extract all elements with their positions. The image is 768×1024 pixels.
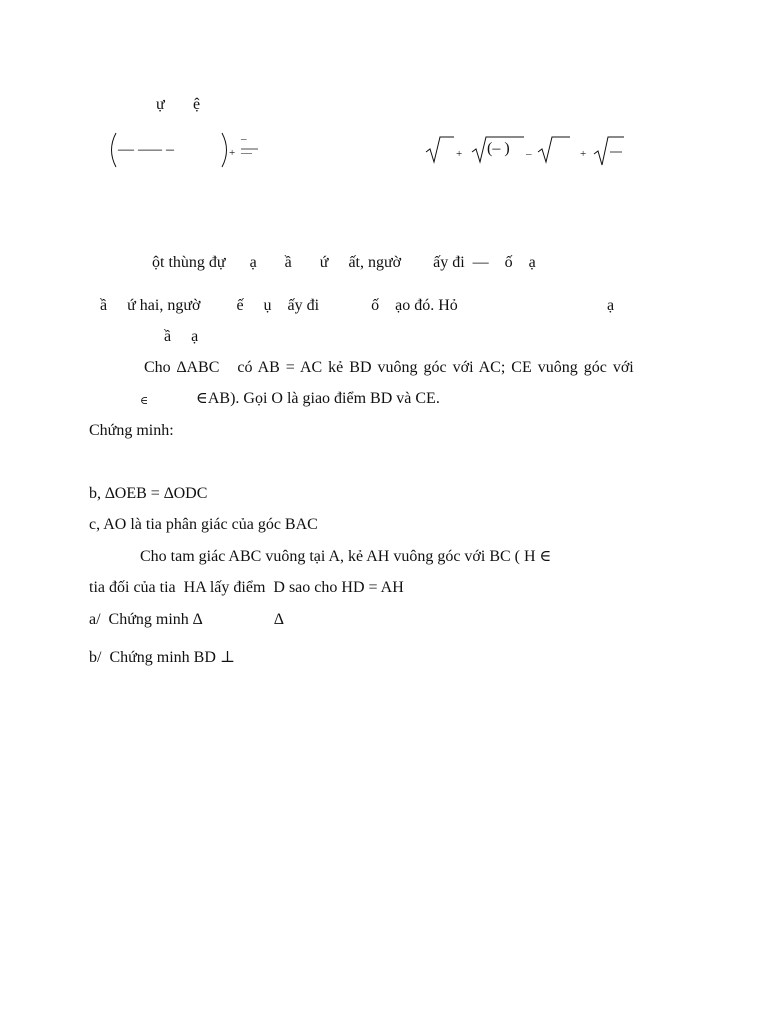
barrel-line-1: ột thùng đự ạ ầ ứ ất, ngườ ấy đi –– ố ạ <box>152 254 536 271</box>
header-fragment-1: ự <box>156 96 165 113</box>
right-triangle-line-2: tia đối của tia HA lấy điểm D sao cho HD = AH <box>89 579 404 596</box>
triangle-elem-1: ∈ <box>140 395 149 407</box>
expr-right-minus: – <box>526 148 532 160</box>
expr-right-plus-1: + <box>456 148 463 160</box>
triangle-part-c: c, AO là tia phân giác của góc BAC <box>89 516 318 533</box>
expr-left-dashes: –– ––– – <box>118 141 174 158</box>
expr-right-inner: (– ) <box>487 140 510 157</box>
expr-left-frac-bottom: –– <box>241 147 252 159</box>
triangle-line-1: Cho ∆ABC có AB = AC kẻ BD vuông góc với AC; CE vuông góc với <box>144 359 634 376</box>
barrel-line-2-end: ạ <box>607 297 615 314</box>
triangle-part-b: b, ∆OEB = ∆ODC <box>89 485 208 502</box>
prove-label: Chứng minh: <box>89 422 174 439</box>
expr-left-frac-top: – <box>241 133 247 145</box>
sqrt-icon-4 <box>594 137 624 165</box>
barrel-line-3: ầ ạ <box>164 328 199 345</box>
right-triangle-part-a-delta: ∆ <box>274 611 284 628</box>
expr-right-plus-2: + <box>580 148 587 160</box>
barrel-line-2: ầ ứ hai, ngườ ế ụ ấy đi ố ạo đó. Hỏ <box>100 297 458 314</box>
sqrt-icon-1 <box>426 137 454 162</box>
triangle-line-2: ∈AB). Gọi O là giao điểm BD và CE. <box>196 390 440 407</box>
expr-left-plus: + <box>229 147 236 159</box>
right-triangle-part-a: a/ Chứng minh ∆ <box>89 611 203 628</box>
right-triangle-part-b: b/ Chứng minh BD ⊥ <box>89 649 235 666</box>
sqrt-icon-3 <box>538 137 570 162</box>
header-fragment-2: ệ <box>193 96 201 113</box>
right-triangle-line-1: Cho tam giác ABC vuông tại A, kẻ AH vuông góc với BC ( H ∈ <box>140 548 552 565</box>
